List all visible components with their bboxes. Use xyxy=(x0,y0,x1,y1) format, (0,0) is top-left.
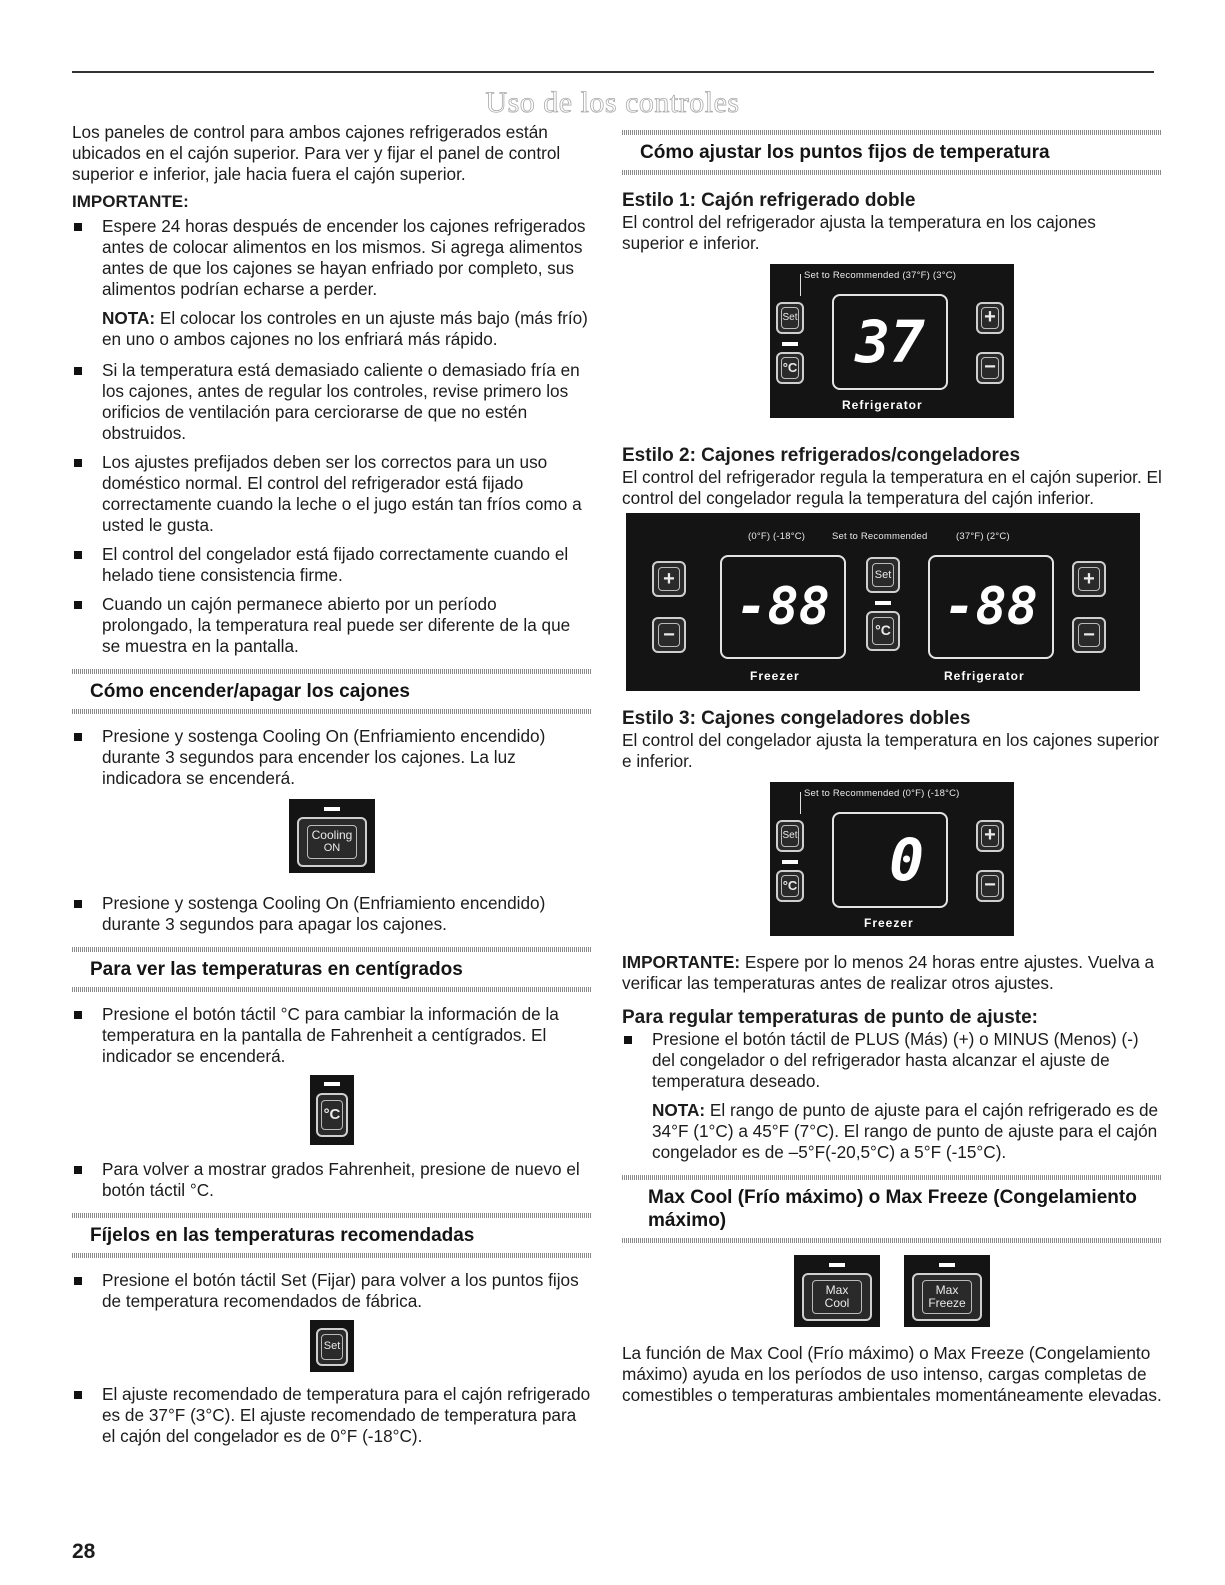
button-label: Max xyxy=(825,1283,849,1297)
list-item: Presione y sostenga Cooling On (Enfriamiento encendido) durante 3 segundos para apagar los cajones. xyxy=(72,893,592,935)
button-label: ON xyxy=(323,841,341,854)
minus-icon: − xyxy=(658,623,681,647)
plus-icon: + xyxy=(1078,567,1101,591)
left-column xyxy=(72,122,592,1455)
button-label: Max xyxy=(935,1283,959,1297)
panel-name: Freezer xyxy=(750,669,800,683)
hatch-divider xyxy=(72,709,592,714)
indicator-light xyxy=(782,860,798,864)
celsius-button[interactable] xyxy=(316,1093,348,1137)
panel-caption: Set to Recommended (0°F) (-18°C) xyxy=(804,788,960,799)
note-text: El rango de punto de ajuste para el cajón refrigerado es de 34°F (1°C) a 45°F (7°C). El rango de punto de ajuste para el cajón congelador es de –5°F(-20,5°C) a 5°F (-15°C). xyxy=(652,1100,1159,1162)
list-item: Si la temperatura está demasiado caliente o demasiado fría en los cajones, antes de regular los controles, revise primero los orificios de ventilación para cerciorarse de que no estén obstruidos. xyxy=(72,360,592,444)
adjust-note xyxy=(622,1100,1162,1163)
hatch-divider xyxy=(72,1253,592,1258)
button-label: Set xyxy=(872,563,895,587)
plus-button[interactable] xyxy=(976,820,1004,852)
max-freeze-button[interactable] xyxy=(912,1273,982,1321)
style3-title: Estilo 3: Cajones congeladores dobles xyxy=(622,708,971,729)
style3-control-panel xyxy=(770,782,1014,936)
button-label: °C xyxy=(781,357,799,378)
list-item: Presione el botón táctil °C para cambiar la información de la temperatura en la pantalla de Fahrenheit a centígrados. El indicador se encenderá. xyxy=(72,1004,592,1067)
panel-name: Freezer xyxy=(864,916,914,930)
temperature-display: 37 xyxy=(832,294,948,390)
indicator-light xyxy=(324,807,340,811)
panel-name: Refrigerator xyxy=(842,398,923,412)
celsius-button[interactable] xyxy=(866,611,900,651)
section-title: Cómo encender/apagar los cajones xyxy=(90,681,410,702)
section-heading-celsius xyxy=(72,947,592,992)
section-title: Max Cool (Frío máximo) o Max Freeze (Congelamiento máximo) xyxy=(648,1187,1137,1231)
button-label: °C xyxy=(872,617,895,644)
right-column xyxy=(622,122,1162,1410)
button-label: Cool xyxy=(824,1296,850,1310)
list-item: Cuando un cajón permanece abierto por un período prolongado, la temperatura real puede ser diferente de la que se muestra en la pantalla. xyxy=(72,594,592,657)
top-rule xyxy=(72,71,1154,73)
temperature-display: 0 xyxy=(832,812,948,908)
refrigerator-minus-button[interactable] xyxy=(1072,617,1106,653)
style2-control-panel xyxy=(626,513,1140,691)
button-label: °C xyxy=(321,1100,342,1130)
onoff-list xyxy=(72,726,592,789)
celsius-list xyxy=(72,1004,592,1067)
section-heading-maxcool xyxy=(622,1175,1162,1243)
note-text: El colocar los controles en un ajuste más bajo (más frío) en uno o ambos cajones no los enfriará más rápido. xyxy=(102,308,588,349)
style2-text: El control del refrigerador regula la temperatura en el cajón superior. El control del congelador regula la temperatura del cajón inferior. xyxy=(622,467,1162,508)
important-list xyxy=(72,216,592,300)
max-cool-panel xyxy=(794,1255,880,1327)
minus-icon: − xyxy=(1078,623,1101,647)
indicator-light xyxy=(782,342,798,346)
page-title: Uso de los controles xyxy=(485,86,740,119)
button-label: Set xyxy=(321,1334,342,1360)
panel-caption: Set to Recommended xyxy=(832,531,928,542)
section-heading-setpoints xyxy=(622,130,1162,175)
hatch-divider xyxy=(72,987,592,992)
important-list-continued xyxy=(72,360,592,657)
style2-title: Estilo 2: Cajones refrigerados/congeladores xyxy=(622,445,1021,466)
celsius-list-2 xyxy=(72,1159,592,1201)
minus-icon: − xyxy=(981,357,999,378)
button-label: Set xyxy=(781,825,799,846)
list-item: El control del congelador está fijado correctamente cuando el helado tiene consistencia firme. xyxy=(72,544,592,586)
refrigerator-plus-button[interactable] xyxy=(1072,561,1106,597)
section-title: Cómo ajustar los puntos fijos de temperatura xyxy=(640,142,1050,163)
set-button[interactable] xyxy=(316,1328,348,1366)
page-number: 28 xyxy=(72,1540,96,1563)
list-item: El ajuste recomendado de temperatura para el cajón refrigerado es de 37°F (3°C). El ajuste recomendado de temperatura para el cajón del congelador es de 0°F (-18°C). xyxy=(72,1384,592,1447)
plus-icon: + xyxy=(981,307,999,328)
button-label: Freeze xyxy=(928,1296,966,1310)
list-item: Para volver a mostrar grados Fahrenheit, presione de nuevo el botón táctil °C. xyxy=(72,1159,592,1201)
celsius-button[interactable] xyxy=(776,352,804,384)
set-button[interactable] xyxy=(866,557,900,593)
maxcool-text: La función de Max Cool (Frío máximo) o Max Freeze (Congelamiento máximo) ayuda en los períodos de uso intenso, cargas completas de comestibles o temperaturas ambientales momentáneamente elevadas. xyxy=(622,1343,1162,1405)
note xyxy=(72,308,592,350)
panel-name: Refrigerator xyxy=(944,669,1025,683)
panel-caption: (0°F) (-18°C) xyxy=(748,531,806,542)
list-item: Espere 24 horas después de encender los cajones refrigerados antes de colocar alimentos en los mismos. Si agrega alimentos antes de que los cajones se hayan enfriado por completo, sus alimentos podrían echarse a perder. xyxy=(72,216,592,300)
minus-button[interactable] xyxy=(976,352,1004,384)
set-button[interactable] xyxy=(776,820,804,852)
important-label: IMPORTANTE: xyxy=(72,192,189,211)
list-item: Los ajustes prefijados deben ser los correctos para un uso doméstico normal. El control del refrigerador está fijado correctamente cuando la leche o el jugo están tan fríos como a usted le gusta. xyxy=(72,452,592,536)
max-cool-button[interactable] xyxy=(802,1273,872,1321)
list-item: Presione el botón táctil de PLUS (Más) (+) o MINUS (Menos) (-) del congelador o del refrigerador hasta alcanzar el ajuste de temperatura deseado. xyxy=(622,1029,1162,1092)
button-label: Cooling xyxy=(311,827,353,842)
intro-text: Los paneles de control para ambos cajones refrigerados están ubicados en el cajón superior. Para ver y fijar el panel de control superior e inferior, jale hacia fuera el cajón superior. xyxy=(72,122,561,184)
important-label: IMPORTANTE: xyxy=(622,952,741,972)
celsius-button[interactable] xyxy=(776,870,804,902)
list-item: Presione el botón táctil Set (Fijar) para volver a los puntos fijos de temperatura recomendados de fábrica. xyxy=(72,1270,592,1312)
indicator-light xyxy=(875,601,891,605)
indicator-light xyxy=(939,1263,955,1267)
panel-caption: Set to Recommended (37°F) (3°C) xyxy=(804,270,957,281)
hatch-divider xyxy=(622,1238,1162,1243)
list-item: Presione y sostenga Cooling On (Enfriamiento encendido) durante 3 segundos para encender los cajones. La luz indicadora se encenderá. xyxy=(72,726,592,789)
adjust-list xyxy=(622,1029,1162,1092)
indicator-light xyxy=(829,1263,845,1267)
style1-control-panel xyxy=(770,264,1014,418)
hatch-divider xyxy=(622,170,1162,175)
freezer-minus-button[interactable] xyxy=(652,617,686,653)
cooling-on-button[interactable] xyxy=(297,817,367,867)
section-title: Para ver las temperaturas en centígrados xyxy=(90,959,463,980)
button-label: °C xyxy=(781,875,799,896)
freezer-display: -88 xyxy=(720,555,846,659)
indicator-light xyxy=(324,1082,340,1086)
refrigerator-display: -88 xyxy=(928,555,1054,659)
max-freeze-panel xyxy=(904,1255,990,1327)
freezer-plus-button[interactable] xyxy=(652,561,686,597)
recommended-list xyxy=(72,1270,592,1312)
button-label: Set xyxy=(781,307,799,328)
panel-caption: (37°F) (2°C) xyxy=(956,531,1010,542)
recommended-list-2 xyxy=(72,1384,592,1447)
celsius-panel xyxy=(310,1075,354,1145)
plus-button[interactable] xyxy=(976,302,1004,334)
onoff-list-2 xyxy=(72,893,592,935)
max-buttons-row xyxy=(622,1255,1162,1327)
adjust-title: Para regular temperaturas de punto de ajuste: xyxy=(622,1007,1039,1028)
set-panel xyxy=(310,1320,354,1372)
important-text: Espere por lo menos 24 horas entre ajustes. Vuelva a verificar las temperaturas antes de realizar otros ajustes. xyxy=(622,952,1155,993)
note-label: NOTA: xyxy=(102,308,156,328)
section-title: Fíjelos en las temperaturas recomendadas xyxy=(90,1225,475,1246)
minus-button[interactable] xyxy=(976,870,1004,902)
plus-icon: + xyxy=(658,567,681,591)
section-heading-recommended xyxy=(72,1213,592,1258)
style3-text: El control del congelador ajusta la temperatura en los cajones superior e inferior. xyxy=(622,730,1159,771)
style1-text: El control del refrigerador ajusta la temperatura en los cajones superior e inferior. xyxy=(622,212,1096,253)
caption-line xyxy=(800,274,801,296)
minus-icon: − xyxy=(981,875,999,896)
style1-title: Estilo 1: Cajón refrigerado doble xyxy=(622,190,916,211)
cooling-on-panel xyxy=(289,799,375,873)
section-heading-onoff xyxy=(72,669,592,714)
caption-line xyxy=(800,792,801,814)
note-label: NOTA: xyxy=(652,1100,706,1120)
plus-icon: + xyxy=(981,825,999,846)
set-button[interactable] xyxy=(776,302,804,334)
important-note xyxy=(622,952,1162,994)
